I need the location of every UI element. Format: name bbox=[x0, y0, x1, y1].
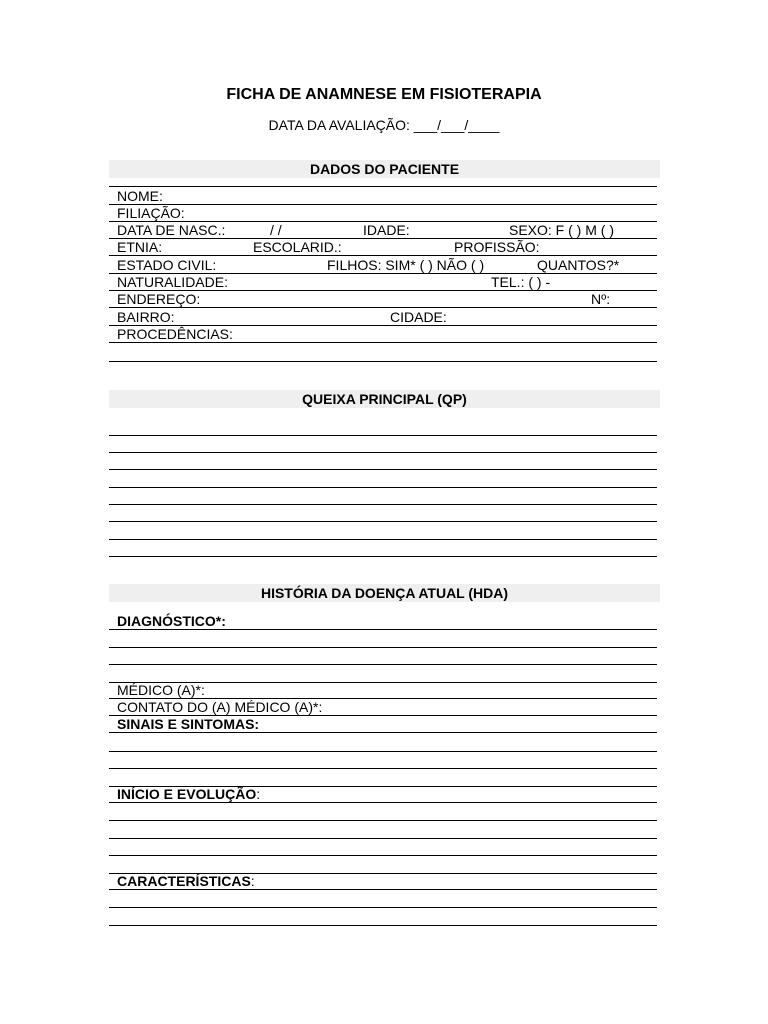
evolution-line[interactable] bbox=[109, 838, 657, 839]
field-diagnostico[interactable] bbox=[109, 613, 657, 630]
complaint-line[interactable] bbox=[109, 435, 657, 436]
label-diagnostico: DIAGNÓSTICO*: bbox=[117, 613, 226, 629]
label-cidade: CIDADE: bbox=[390, 309, 447, 325]
field-naturalidade[interactable] bbox=[109, 274, 657, 291]
field-filiacao[interactable] bbox=[109, 205, 657, 222]
label-profissao: PROFISSÃO: bbox=[454, 239, 540, 255]
field-caracteristicas[interactable] bbox=[109, 873, 657, 890]
form-line bbox=[109, 682, 657, 683]
field-procedencias[interactable] bbox=[109, 326, 657, 343]
label-caracteristicas bbox=[117, 873, 255, 889]
label-inicio-evolucao bbox=[117, 786, 260, 802]
form-line bbox=[109, 186, 657, 187]
field-estado-civil[interactable] bbox=[109, 257, 657, 274]
label-caracteristicas-text: CARACTERÍSTICAS bbox=[117, 873, 251, 889]
label-idade: IDADE: bbox=[363, 222, 410, 238]
label-contato-medico: CONTATO DO (A) MÉDICO (A)*: bbox=[117, 699, 323, 715]
field-contato-medico[interactable] bbox=[109, 699, 657, 716]
section-header-hda: HISTÓRIA DA DOENÇA ATUAL (HDA) bbox=[109, 584, 660, 602]
form-line bbox=[109, 873, 657, 874]
label-naturalidade: NATURALIDADE: bbox=[117, 274, 228, 290]
form-line bbox=[109, 361, 657, 362]
date-slashes: / / bbox=[270, 222, 282, 238]
field-endereco[interactable] bbox=[109, 291, 657, 308]
label-colon: : bbox=[256, 786, 261, 802]
label-colon: : bbox=[250, 873, 255, 889]
diagnosis-line[interactable] bbox=[109, 664, 657, 665]
field-medico[interactable] bbox=[109, 682, 657, 699]
form-line bbox=[109, 786, 657, 787]
complaint-line[interactable] bbox=[109, 452, 657, 453]
evaluation-date-line: DATA DA AVALIAÇÃO: ___/___/____ bbox=[268, 117, 500, 133]
field-inicio-evolucao[interactable] bbox=[109, 786, 657, 803]
complaint-line[interactable] bbox=[109, 504, 657, 505]
label-bairro: BAIRRO: bbox=[117, 309, 175, 325]
field-bairro[interactable] bbox=[109, 309, 657, 326]
complaint-line[interactable] bbox=[109, 487, 657, 488]
symptoms-line[interactable] bbox=[109, 751, 657, 752]
label-endereco: ENDEREÇO: bbox=[117, 291, 201, 307]
label-filhos: FILHOS: SIM* ( ) NÃO ( ) bbox=[327, 257, 485, 273]
characteristics-line[interactable] bbox=[109, 907, 657, 908]
field-nome[interactable] bbox=[109, 188, 657, 205]
label-sinais-sintomas: SINAIS E SINTOMAS: bbox=[117, 716, 260, 732]
label-data-nasc: DATA DE NASC.: bbox=[117, 222, 226, 238]
label-nome: NOME: bbox=[117, 188, 163, 204]
section-header-main-complaint: QUEIXA PRINCIPAL (QP) bbox=[109, 390, 660, 408]
field-etnia[interactable] bbox=[109, 239, 657, 256]
evolution-line[interactable] bbox=[109, 855, 657, 856]
label-escolarid: ESCOLARID.: bbox=[253, 239, 342, 255]
complaint-line[interactable] bbox=[109, 556, 657, 557]
form-title: FICHA DE ANAMNESE EM FISIOTERAPIA bbox=[226, 86, 542, 103]
evolution-line[interactable] bbox=[109, 820, 657, 821]
complaint-line[interactable] bbox=[109, 469, 657, 470]
characteristics-line[interactable] bbox=[109, 925, 657, 926]
label-quantos: QUANTOS?* bbox=[537, 257, 620, 273]
label-numero: Nº: bbox=[591, 291, 611, 307]
label-estado-civil: ESTADO CIVIL: bbox=[117, 257, 217, 273]
symptoms-line[interactable] bbox=[109, 768, 657, 769]
label-procedencias: PROCEDÊNCIAS: bbox=[117, 326, 233, 342]
label-medico: MÉDICO (A)*: bbox=[117, 682, 205, 698]
label-filiacao: FILIAÇÃO: bbox=[117, 205, 185, 221]
label-etnia: ETNIA: bbox=[117, 239, 163, 255]
complaint-line[interactable] bbox=[109, 521, 657, 522]
label-inicio-evolucao-text: INÍCIO E EVOLUÇÃO bbox=[117, 786, 257, 802]
label-tel: TEL.: ( ) - bbox=[491, 274, 551, 290]
complaint-line[interactable] bbox=[109, 539, 657, 540]
field-data-nasc[interactable] bbox=[109, 222, 657, 239]
section-header-patient-data: DADOS DO PACIENTE bbox=[109, 160, 660, 178]
diagnosis-line[interactable] bbox=[109, 647, 657, 648]
label-sexo: SEXO: F ( ) M ( ) bbox=[509, 222, 614, 238]
field-sinais-sintomas[interactable] bbox=[109, 716, 657, 733]
